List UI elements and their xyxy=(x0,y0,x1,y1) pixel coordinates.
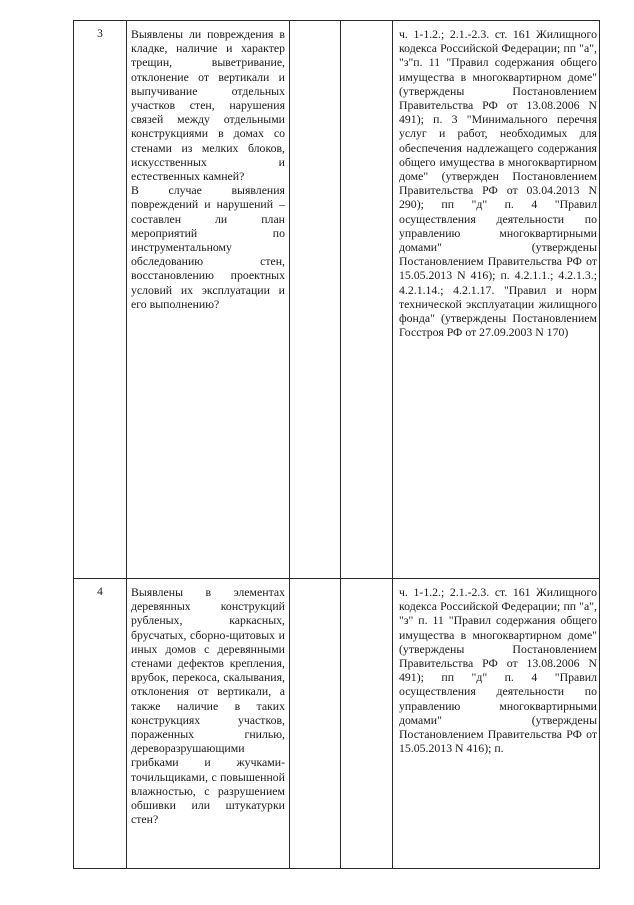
row-number: 3 xyxy=(74,21,127,579)
regulation-table xyxy=(73,20,600,869)
table-row xyxy=(74,579,600,869)
question-paragraph: Выявлены в элементах деревянных конструкций рубленых, каркасных, брусчатых, сборно-щитовых и иных домов с деревянными стенами дефектов крепления, врубок, перекоса, скалывания, отклонения от вертикали, а также наличие в таких конструкциях участков, пораженных гнилью, дереворазрушающими грибками и жучками-точильщиками, с повышенной влажностью, с разрушением обшивки или штукатурки стен? xyxy=(131,585,285,827)
empty-cell xyxy=(341,21,393,579)
legal-reference-cell xyxy=(393,21,600,579)
legal-reference-text: ч. 1-1.2.; 2.1.-2.3. ст. 161 Жилищного кодекса Российской Федерации; пп "а", "з"п. 11 "Правил содержания общего имущества в многоквартирном доме" (утверждены Постановлением Правительства РФ от 13.08.2006 N 491); п. 3 "Минимального перечня услуг и работ, необходимых для обеспечения надлежащего содержания общего имущества в многоквартирном доме" (утвержден Постановлением Правительства РФ от 03.04.2013 N 290); пп "д" п. 4 "Правил осуществления деятельности по управлению многоквартирными домами" (утверждены Постановлением Правительства РФ от 15.05.2013 N 416); п. 4.2.1.1.; 4.2.1.3.; 4.2.1.14.; 4.2.1.17. "Правил и норм технической эксплуатации жилищного фонда" (утверждены Постановлением Госстроя РФ от 27.09.2003 N 170) xyxy=(399,27,597,340)
table-row xyxy=(74,21,600,579)
row-number: 4 xyxy=(74,579,127,869)
question-cell xyxy=(127,21,290,579)
question-paragraph: Выявлены ли повреждения в кладке, наличие и характер трещин, выветривание, отклонение от вертикали и выпучивание отдельных участков стен, нарушения связей между отдельными конструкциями в домах со стенами из мелких блоков, искусственных и естественных камней? xyxy=(131,27,285,184)
question-paragraph: В случае выявления повреждений и нарушений – составлен ли план мероприятий по инструментальному обследованию стен, восстановлению проектных условий их эксплуатации и его выполнению? xyxy=(131,183,285,311)
empty-cell xyxy=(341,579,393,869)
legal-reference-text: ч. 1-1.2.; 2.1.-2.3. ст. 161 Жилищного кодекса Российской Федерации; пп "а", "з" п. 11 "Правил содержания общего имущества в многоквартирном доме" (утверждены Постановлением Правительства РФ от 13.08.2006 N 491); пп "д" п. 4 "Правил осуществления деятельности по управлению многоквартирными домами" (утверждены Постановлением Правительства РФ от 15.05.2013 N 416); п. xyxy=(399,585,597,756)
empty-cell xyxy=(290,21,341,579)
legal-reference-cell xyxy=(393,579,600,869)
empty-cell xyxy=(290,579,341,869)
question-cell xyxy=(127,579,290,869)
